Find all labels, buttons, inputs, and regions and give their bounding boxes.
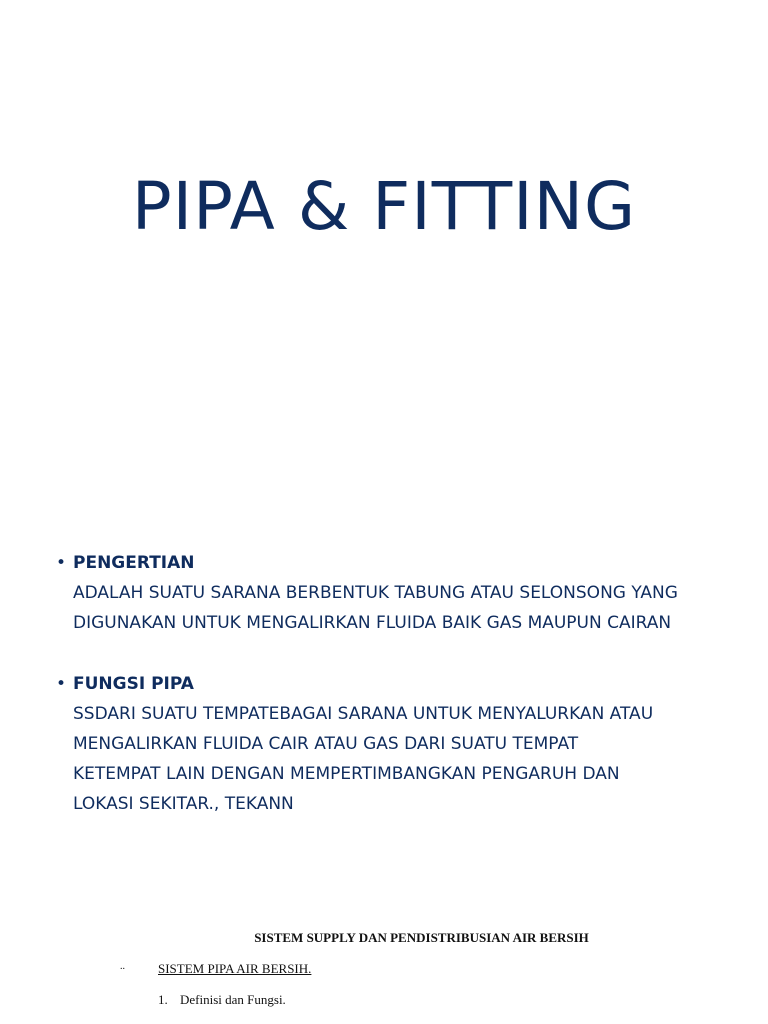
document-subheading: SISTEM PIPA AIR BERSIH. [158, 961, 312, 976]
list-item-number: 1. [158, 992, 168, 1007]
bullet-body: SSDARI SUATU TEMPATEBAGAI SARANA UNTUK MENYALURKAN ATAU MENGALIRKAN FLUIDA CAIR ATAU GAS DARI SUATU TEMPAT KETEMPAT LAIN DENGAN MEMPERTIMBANGKAN PENGARUH DAN LOKASI SEKITAR., TEKANN [73, 704, 654, 814]
list-item-text: Definisi dan Fungsi. [180, 992, 286, 1007]
bullet-body: ADALAH SUATU SARANA BERBENTUK TABUNG ATAU SELONSONG YANG DIGUNAKAN UNTUK MENGALIRKAN FLUIDA BAIK GAS MAUPUN CAIRAN [73, 583, 678, 633]
bullet-list [56, 548, 756, 819]
document-subsection [0, 961, 768, 981]
bullet-dot-icon: • [56, 674, 67, 694]
document-excerpt [0, 925, 768, 1012]
bullet-heading: FUNGSI PIPA [73, 674, 194, 694]
list-marker: .. [120, 961, 125, 972]
bullet-heading: PENGERTIAN [73, 553, 195, 573]
bullet-item-fungsi-pipa [56, 669, 756, 819]
slide-title: PIPA & FITTING [131, 168, 637, 245]
bullet-dot-icon: • [56, 553, 67, 573]
document-heading: SISTEM SUPPLY DAN PENDISTRIBUSIAN AIR BERSIH [254, 930, 589, 945]
document-list-item [0, 992, 768, 1012]
bullet-item-pengertian [56, 548, 756, 638]
